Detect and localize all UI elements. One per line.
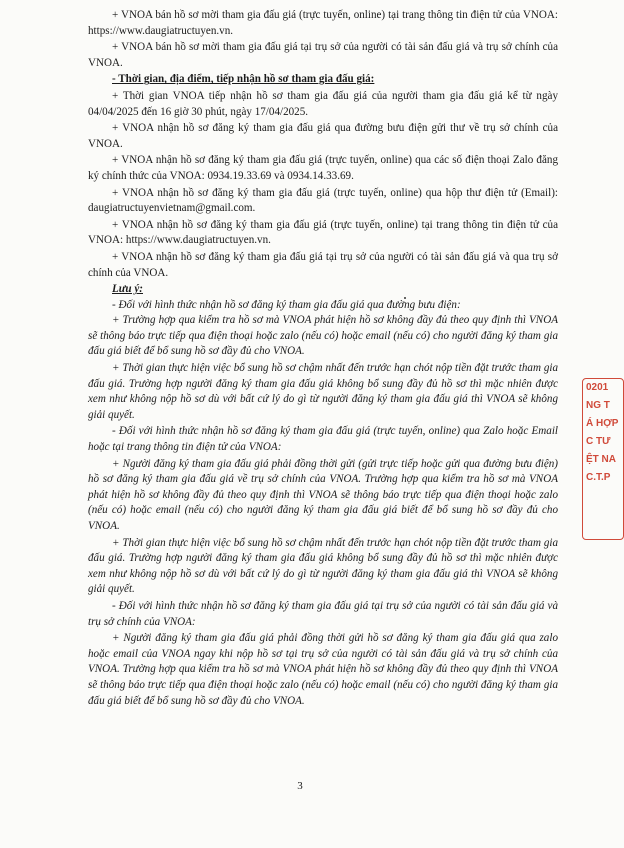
note-online-heading: - Đối với hình thức nhận hồ sơ đăng ký tham gia đấu giá (trực tuyến, online) qua Zalo hoặc Email hoặc tại trang thông tin điện tử của VNOA: <box>88 425 558 454</box>
ink-dot <box>404 297 406 299</box>
seal-text-line: ỆT NA <box>586 454 616 465</box>
note-online-deadline: + Thời gian thực hiện việc bổ sung hồ sơ chậm nhất đến trước hạn chót nộp tiền đặt trước tham gia đấu giá. Trường hợp người đăng ký tham gia đấu giá không bổ sung đầy đủ hồ sơ thì mặc nhiên được xem như không nộp hồ sơ dù với bất cứ lý do gì từ người đăng ký tham gia đấu giá thì VNOA sẽ không giải quyết. <box>88 536 558 596</box>
note-postal-check: + Trường hợp qua kiểm tra hồ sơ mà VNOA phát hiện hồ sơ không đầy đủ theo quy định thì VNOA sẽ thông báo trực tiếp qua điện thoại hoặc zalo (nếu có) hoặc email (nếu có) cho người đăng ký tham gia đấu giá biết để bổ sung hồ sơ đầy đủ cho VNOA. <box>88 314 558 358</box>
paragraph-postal-receipt: + VNOA nhận hồ sơ đăng ký tham gia đấu giá qua đường bưu điện gửi thư về trụ sở chính của VNOA. <box>88 122 558 150</box>
seal-text-line: NG T <box>586 400 610 411</box>
paragraph-receipt-period: + Thời gian VNOA tiếp nhận hồ sơ tham gia đấu giá của người tham gia đấu giá kể từ ngày 04/04/2025 đến 16 giờ 30 phút, ngày 17/04/2025. <box>88 89 558 118</box>
paragraph-vnoa-sells-online: + VNOA bán hồ sơ mời tham gia đấu giá (trực tuyến, online) tại trang thông tin điện tử của VNOA: https://www.daugiatructuyen.vn. <box>88 9 558 37</box>
seal-border <box>582 378 624 540</box>
paragraph-website-receipt: + VNOA nhận hồ sơ đăng ký tham gia đấu giá (trực tuyến, online) tại trang thông tin điện tử của VNOA: https://www.daugiatructuyen.vn. <box>88 218 558 247</box>
paragraph-zalo-receipt: + VNOA nhận hồ sơ đăng ký tham gia đấu giá (trực tuyến, online) qua các số điện thoại Zalo đăng ký chính thức của VNOA: 0934.19.33.69 và 0934.14.33.69. <box>88 154 558 182</box>
paragraph-email-receipt: + VNOA nhận hồ sơ đăng ký tham gia đấu giá (trực tuyến, online) qua hộp thư điện tử (Email): daugiatructuyenvietnam@gmail.com. <box>88 186 558 215</box>
note-postal-deadline: + Thời gian thực hiện việc bổ sung hồ sơ chậm nhất đến trước hạn chót nộp tiền đặt trước tham gia đấu giá. Trường hợp người đăng ký tham gia đấu giá không bổ sung đầy đủ hồ sơ thì mặc nhiên được xem như không nộp hồ sơ dù với bất cứ lý do gì từ người đăng ký tham gia đấu giá thì VNOA sẽ không giải quyết. <box>88 362 558 421</box>
paragraph-vnoa-sells-onsite: + VNOA bán hồ sơ mời tham gia đấu giá tại trụ sở của người có tài sản đấu giá và trụ sở chính của VNOA. <box>88 41 558 69</box>
red-seal-stamp <box>582 378 619 538</box>
section-heading-time-place: - Thời gian, địa điểm, tiếp nhận hồ sơ tham gia đấu giá: <box>112 73 375 86</box>
note-title: Lưu ý: <box>112 283 143 296</box>
note-onsite-heading: - Đối với hình thức nhận hồ sơ đăng ký tham gia đấu giá tại trụ sở của người có tài sản đấu giá và trụ sở chính của VNOA: <box>88 599 558 628</box>
note-online-check: + Người đăng ký tham gia đấu giá phải đồng thời gửi (gửi trực tiếp hoặc gửi qua đường bưu điện) hồ sơ đăng ký tham gia đấu giá về trụ sở chính của VNOA. Trường hợp qua kiểm tra hồ sơ mà VNOA phát hiện hồ sơ không đầy đủ theo quy định thì VNOA sẽ thông báo trực tiếp qua điện thoại hoặc zalo (nếu có) hoặc email (nếu có) cho người đăng ký tham gia đấu giá biết để bổ sung hồ sơ đầy đủ cho VNOA. <box>88 457 558 532</box>
seal-text-line: C TƯ <box>586 436 611 447</box>
seal-text-line: C.T.P <box>586 472 611 483</box>
seal-text-line: 0201 <box>586 382 609 393</box>
seal-text-line: Á HỢP <box>586 418 619 429</box>
page-number: 3 <box>297 780 303 792</box>
note-onsite-check: + Người đăng ký tham gia đấu giá phải đồng thời gửi hồ sơ đăng ký tham gia đấu giá qua zalo hoặc email của VNOA ngay khi nộp hồ sơ tại trụ sở của người có tài sản đấu giá và trụ sở chính của VNOA. Trường hợp qua kiểm tra hồ sơ mà VNOA phát hiện hồ sơ không đầy đủ theo quy định thì VNOA sẽ thông báo trực tiếp qua điện thoại hoặc zalo (nếu có) hoặc email (nếu có) cho người đăng ký tham gia đấu giá biết để bổ sung hồ sơ đầy đủ cho VNOA. <box>88 632 558 707</box>
note-postal-heading: - Đối với hình thức nhận hồ sơ đăng ký tham gia đấu giá qua đường bưu điện: <box>112 298 461 311</box>
document-body <box>88 8 558 709</box>
paragraph-onsite-receipt: + VNOA nhận hồ sơ đăng ký tham gia đấu giá tại trụ sở của người có tài sản đấu giá và qua trụ sở chính của VNOA. <box>88 250 558 279</box>
